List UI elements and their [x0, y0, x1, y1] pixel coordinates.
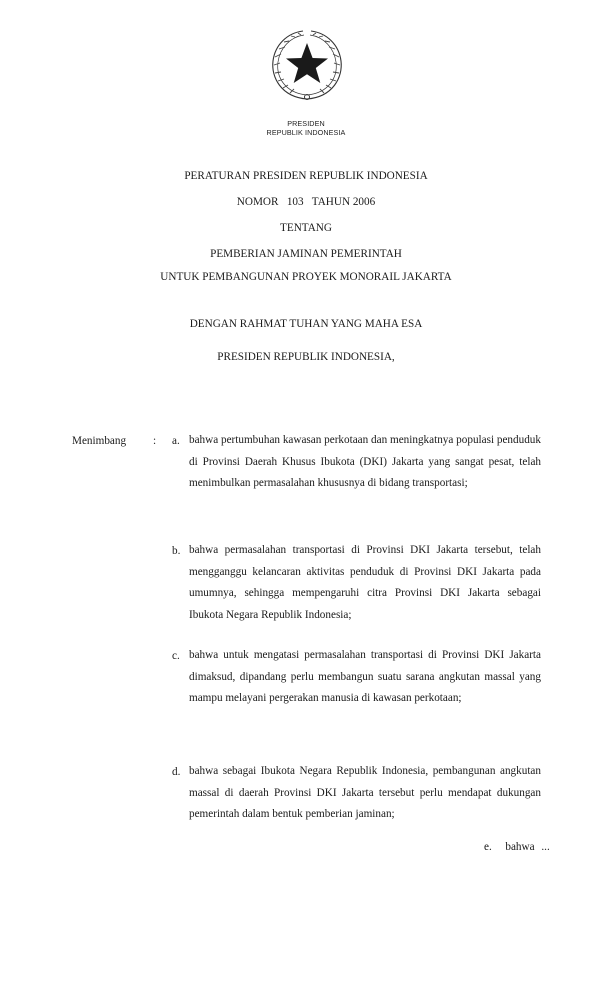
- item-text: bahwa untuk mengatasi permasalahan transportasi di Provinsi DKI Jakarta dimaksud, dipandang perlu membangun suatu sarana angkutan massal yang mampu melayani pergerakan manusia di kawasan perkotaan;: [189, 649, 541, 704]
- item-text: bahwa pertumbuhan kawasan perkotaan dan meningkatnya populasi penduduk di Provinsi Daerah Khusus Ibukota (DKI) Jakarta yang sangat pesat, telah menimbulkan permasalahan khususnya di bidang transportasi;: [189, 434, 541, 489]
- institution-line-2: REPUBLIK INDONESIA: [266, 128, 346, 137]
- item-marker: d.: [172, 766, 181, 778]
- item-marker: b.: [172, 545, 181, 557]
- institution-line-1: PRESIDEN: [287, 119, 325, 128]
- emblem-icon: [267, 27, 347, 103]
- item-marker: a.: [172, 435, 180, 447]
- item-text: bahwa permasalahan transportasi di Provinsi DKI Jakarta tersebut, telah mengganggu kelancaran aktivitas penduduk di Provinsi DKI Jakarta pada umumnya, sehingga mempengaruhi citra Provinsi DKI Jakarta sebagai Ibukota Negara Republik Indonesia;: [189, 544, 541, 621]
- preamble-line-2: PRESIDEN REPUBLIK INDONESIA,: [217, 351, 395, 363]
- considering-colon: :: [153, 435, 157, 447]
- subject-line-2: UNTUK PEMBANGUNAN PROYEK MONORAIL JAKARTA: [160, 271, 452, 283]
- tentang-heading: TENTANG: [280, 222, 332, 234]
- item-text: bahwa sebagai Ibukota Negara Republik Indonesia, pembangunan angkutan massal di daerah Provinsi DKI Jakarta tersebut perlu mendapat dukungan pemerintah dalam bentuk pemberian jaminan;: [189, 765, 541, 820]
- regulation-title: PERATURAN PRESIDEN REPUBLIK INDONESIA: [184, 170, 428, 182]
- regulation-number: NOMOR 103 TAHUN 2006: [236, 196, 376, 208]
- preamble-line-1: DENGAN RAHMAT TUHAN YANG MAHA ESA: [189, 318, 423, 330]
- item-marker: c.: [172, 650, 180, 662]
- considering-label: Menimbang: [72, 435, 127, 447]
- subject-line-1: PEMBERIAN JAMINAN PEMERINTAH: [210, 248, 402, 260]
- continuation-marker: e. bahwa ...: [484, 841, 550, 853]
